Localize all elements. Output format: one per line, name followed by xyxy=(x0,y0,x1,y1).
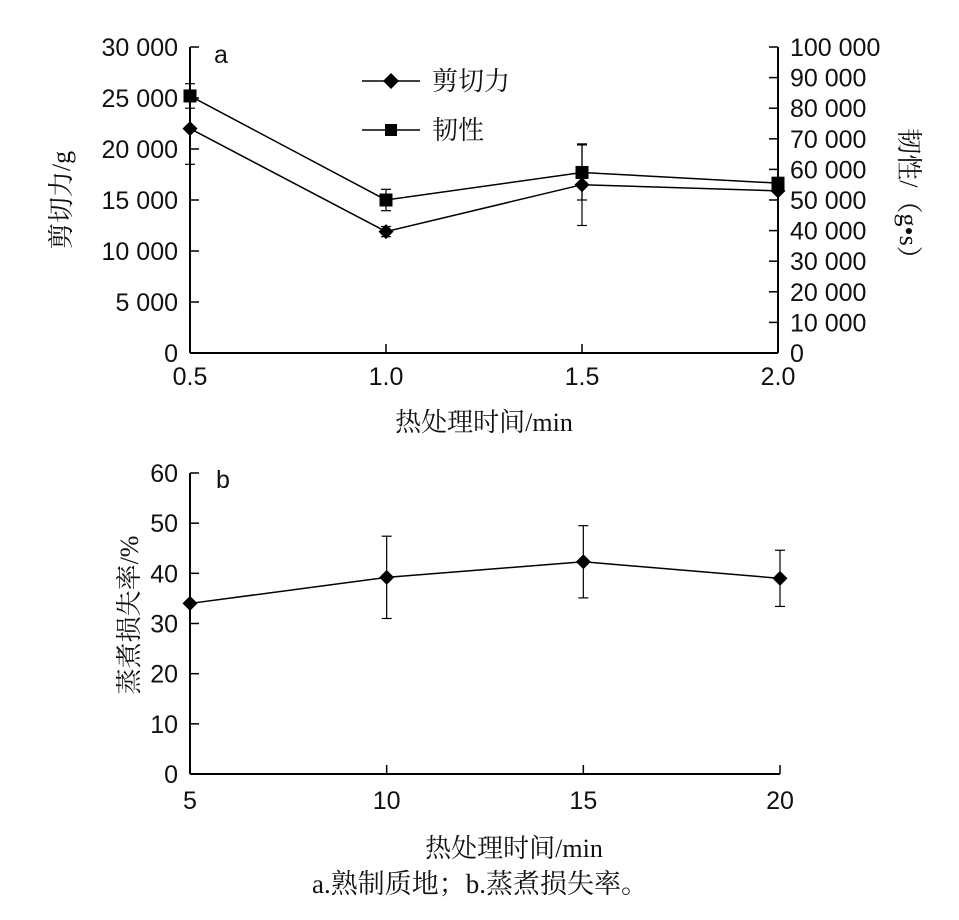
data-point-toughness xyxy=(380,194,393,207)
panel-a-label: a xyxy=(214,41,228,69)
panel-b xyxy=(115,460,794,863)
data-point-toughness xyxy=(772,177,785,190)
panel-a-y-right-tick-label: 70 000 xyxy=(790,125,867,154)
panel-a-y-tick-label: 0 xyxy=(164,340,178,368)
panel-b-x-tick-label: 15 xyxy=(569,787,598,815)
panel-b-y-label: 蒸煮损失率/% xyxy=(115,535,144,695)
data-point-cooking-loss xyxy=(183,596,198,611)
panel-b-y-tick-label: 0 xyxy=(164,761,178,789)
panel-b-y-tick-label: 60 xyxy=(150,460,178,488)
data-point-shear xyxy=(183,121,198,136)
data-point-toughness xyxy=(576,166,589,179)
panel-a-x-tick-label: 0.5 xyxy=(172,363,208,391)
panel-a-x-tick-label: 1.0 xyxy=(368,363,404,391)
panel-b-x-tick-label: 5 xyxy=(183,787,197,815)
panel-b-label: b xyxy=(216,466,230,494)
panel-b-y-tick-label: 40 xyxy=(150,560,178,589)
panel-a-x-label: 热处理时间/min xyxy=(395,408,573,437)
panel-a-y-right-tick-label: 10 000 xyxy=(790,309,867,338)
series-line-toughness xyxy=(190,96,778,200)
panel-a-y-right-tick-label: 90 000 xyxy=(790,64,867,93)
panel-a-y-right-tick-label: 20 000 xyxy=(790,278,867,307)
panel-a-y-right-tick-label: 30 000 xyxy=(790,248,867,277)
legend-square-marker-icon xyxy=(385,124,397,136)
panel-b-y-tick-label: 10 xyxy=(150,710,178,739)
panel-a-y-tick-label: 30 000 xyxy=(101,34,178,62)
panel-b-y-tick-label: 30 xyxy=(150,610,178,639)
data-point-cooking-loss xyxy=(379,570,394,585)
panel-b-x-tick-label: 20 xyxy=(766,787,794,815)
legend-label-toughness: 韧性 xyxy=(432,116,485,145)
panel-a-x-tick-label: 1.5 xyxy=(564,363,600,391)
panel-a-y-tick-label: 15 000 xyxy=(101,187,178,215)
data-point-cooking-loss xyxy=(576,554,591,569)
panel-a xyxy=(47,34,923,437)
series-line-cooking-loss xyxy=(190,562,780,604)
figure-caption: a.熟制质地；b.蒸煮损失率。 xyxy=(312,869,648,899)
panel-a-y-tick-label: 10 000 xyxy=(101,238,178,266)
data-point-shear xyxy=(379,224,394,239)
panel-b-y-tick-label: 20 xyxy=(150,660,178,689)
panel-a-y-tick-label: 5 000 xyxy=(115,289,178,317)
panel-a-y-right-tick-label: 100 000 xyxy=(790,34,881,62)
panel-a-y-right-tick-label: 80 000 xyxy=(790,95,867,124)
panel-a-y-right-tick-label: 50 000 xyxy=(790,187,867,215)
panel-a-legend xyxy=(362,67,510,145)
panel-b-x-label: 热处理时间/min xyxy=(425,834,603,863)
panel-a-y-right-tick-label: 0 xyxy=(790,340,804,368)
panel-a-y-label-right: 韧性/（g•s） xyxy=(894,128,923,272)
panel-a-y-right-tick-label: 60 000 xyxy=(790,156,867,185)
panel-a-y-tick-label: 25 000 xyxy=(101,85,178,113)
panel-b-y-tick-label: 50 xyxy=(150,510,178,539)
panel-b-x-tick-label: 10 xyxy=(372,787,401,815)
panel-a-y-right-tick-label: 40 000 xyxy=(790,217,867,246)
panel-a-y-label: 剪切力/g xyxy=(47,150,76,250)
panel-a-y-tick-label: 20 000 xyxy=(101,136,178,164)
panel-a-x-tick-label: 2.0 xyxy=(760,363,796,391)
legend-diamond-marker-icon xyxy=(383,73,399,89)
data-point-cooking-loss xyxy=(773,571,788,586)
data-point-toughness xyxy=(184,89,197,102)
legend-label-shear: 剪切力 xyxy=(432,67,511,96)
